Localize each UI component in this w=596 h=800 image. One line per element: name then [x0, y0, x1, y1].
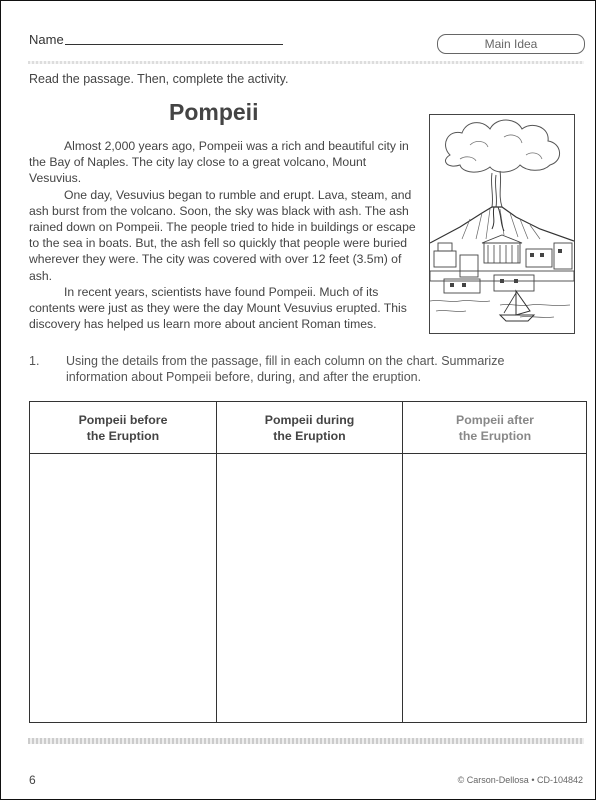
column-before[interactable]	[30, 402, 216, 722]
skill-tag: Main Idea	[437, 34, 585, 54]
name-field-line[interactable]	[65, 44, 283, 45]
volcano-drawing	[430, 115, 574, 333]
question-1	[29, 353, 569, 385]
column-during[interactable]	[216, 402, 402, 722]
publisher-credit: © Carson-Dellosa • CD-104842	[457, 775, 583, 785]
page-number: 6	[29, 773, 36, 787]
header-line: the Eruption	[273, 428, 346, 443]
bottom-divider	[28, 738, 584, 744]
header-line: Pompeii during	[264, 412, 355, 427]
instructions: Read the passage. Then, complete the activity.	[29, 72, 289, 86]
passage-paragraph: One day, Vesuvius began to rumble and erupt. Lava, steam, and ash burst from the volcano. Soon, the sky was black with ash. The ash rained down on Pompeii. The people tried to hide in buildings or escape to the sea in boats. But, the ash fell so quickly that people were buried wherever they were. The city was covered with over 12 feet (3.5m) of ash.	[29, 187, 416, 283]
passage-paragraph: In recent years, scientists have found Pompeii. Much of its contents were just as they were the day Mount Vesuvius erupted. This discovery has helped us learn more about ancient Roman times.	[29, 284, 407, 332]
question-text: Using the details from the passage, fill in each column on the chart. Summarize information about Pompeii before, during, and after the eruption.	[66, 354, 505, 384]
volcano-illustration	[429, 114, 575, 334]
question-number: 1.	[29, 354, 40, 368]
column-after[interactable]	[402, 402, 587, 722]
passage-title: Pompeii	[169, 99, 259, 125]
header-line: the Eruption	[458, 428, 532, 443]
passage-paragraph: Almost 2,000 years ago, Pompeii was a rich and beautiful city in the Bay of Naples. The city lay close to a great volcano, Mount Vesuvius.	[29, 139, 409, 186]
passage	[29, 138, 417, 332]
column-header-before	[30, 402, 216, 454]
column-header-after	[403, 402, 587, 454]
top-divider	[28, 61, 584, 64]
header-line: the Eruption	[86, 428, 160, 443]
header-line: Pompeii after	[456, 412, 534, 427]
header-line: Pompeii before	[78, 412, 168, 427]
name-label: Name	[29, 32, 64, 47]
summary-chart	[29, 401, 587, 723]
column-header-during	[217, 402, 402, 454]
